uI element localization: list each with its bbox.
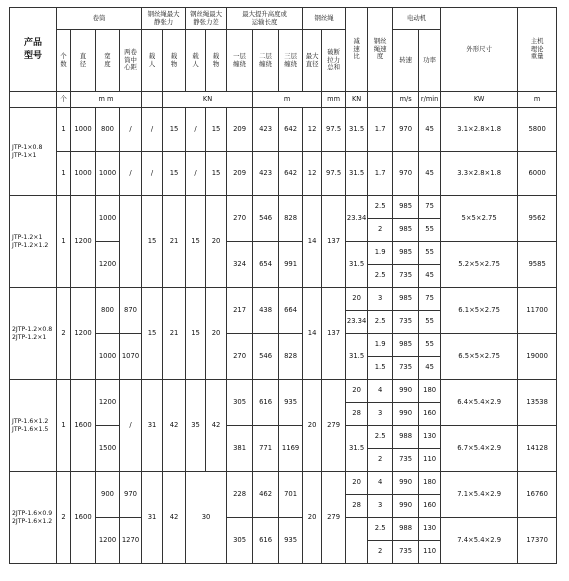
cell-center: 870 <box>120 288 142 334</box>
cell-rpm: 990 <box>393 403 419 426</box>
cell-dimensions: 5×5×2.75 <box>441 196 518 242</box>
cell-layer3: 991 <box>279 242 303 288</box>
cell-center <box>120 196 142 288</box>
cell-weight: 11700 <box>518 288 557 334</box>
cell-diff-cargo: 42 <box>206 380 227 472</box>
cell-diff-person: 15 <box>186 196 206 288</box>
cell-power: 55 <box>419 219 441 242</box>
header-diff-person: 载 人 <box>186 30 206 92</box>
model-cell: 2JTP-1.2×0.8 2JTP-1.2×1 <box>10 288 57 380</box>
cell-weight: 16760 <box>518 472 557 518</box>
cell-rpm: 988 <box>393 426 419 449</box>
table-row <box>10 380 557 403</box>
table-row <box>10 108 557 152</box>
header-dimensions: 外形尺寸 <box>441 8 518 92</box>
cell-layer2: 438 <box>253 288 279 334</box>
cell-weight: 9585 <box>518 242 557 288</box>
cell-power: 160 <box>419 403 441 426</box>
header-max-static-tension-diff: 钢丝绳最大 静张力差 <box>186 8 227 30</box>
cell-layer3: 701 <box>279 472 303 518</box>
cell-tension-cargo: 21 <box>163 288 186 380</box>
cell-layer2: 546 <box>253 196 279 242</box>
cell-power: 110 <box>419 541 441 564</box>
cell-speed: 1.9 <box>368 334 393 357</box>
header-layer1: 一层 缠绕 <box>227 30 253 92</box>
cell-weight: 14128 <box>518 426 557 472</box>
cell-power: 55 <box>419 334 441 357</box>
cell-center: 1270 <box>120 518 142 564</box>
cell-layer1: 305 <box>227 518 253 564</box>
cell-rope-force: 137 <box>322 196 346 288</box>
cell-layer3: 664 <box>279 288 303 334</box>
winch-spec-table <box>9 7 557 564</box>
cell-rpm: 735 <box>393 449 419 472</box>
cell-diff-person: / <box>186 108 206 152</box>
cell-dimensions: 3.1×2.8×1.8 <box>441 108 518 152</box>
cell-layer3: 642 <box>279 152 303 196</box>
cell-speed: 1.9 <box>368 242 393 265</box>
cell-speed: 2 <box>368 449 393 472</box>
cell-tension-cargo: 15 <box>163 152 186 196</box>
header-center-distance: 两卷 筒中 心距 <box>120 30 142 92</box>
cell-diff-cargo: 15 <box>206 152 227 196</box>
cell-speed: 4 <box>368 472 393 495</box>
cell-rope-diameter: 20 <box>303 472 322 564</box>
cell-ratio: 31.5 <box>346 152 368 196</box>
cell-dimensions: 3.3×2.8×1.8 <box>441 152 518 196</box>
cell-power: 130 <box>419 518 441 541</box>
cell-ratio: 28 <box>346 495 368 518</box>
cell-width: 800 <box>96 288 120 334</box>
header-motor-rpm: 转速 <box>393 30 419 92</box>
cell-center: 1070 <box>120 334 142 380</box>
header-diff-cargo: 载 物 <box>206 30 227 92</box>
model-cell: JTP-1.6×1.2 JTP-1.6×1.5 <box>10 380 57 472</box>
cell-layer2: 462 <box>253 472 279 518</box>
cell-ratio: 31.5 <box>346 334 368 380</box>
cell-layer1: 270 <box>227 334 253 380</box>
header-rope-max-diameter: 最大 直径 <box>303 30 322 92</box>
cell-power: 160 <box>419 495 441 518</box>
header-rope: 钢丝绳 <box>303 8 346 30</box>
cell-speed: 3 <box>368 403 393 426</box>
cell-weight: 19000 <box>518 334 557 380</box>
cell-weight: 9562 <box>518 196 557 242</box>
cell-layer1: 324 <box>227 242 253 288</box>
unit-rope-kn: KN <box>346 92 368 108</box>
cell-layer2: 616 <box>253 518 279 564</box>
cell-width: 1200 <box>96 242 120 288</box>
unit-rpm: r/min <box>419 92 441 108</box>
cell-rpm: 985 <box>393 196 419 219</box>
cell-dimensions: 7.1×5.4×2.9 <box>441 472 518 518</box>
cell-ratio: 20 <box>346 472 368 495</box>
cell-power: 45 <box>419 265 441 288</box>
cell-ratio: 20 <box>346 380 368 403</box>
cell-layer3: 935 <box>279 518 303 564</box>
cell-dimensions: 6.1×5×2.75 <box>441 288 518 334</box>
header-max-static-tension: 钢丝绳最大 静张力 <box>142 8 186 30</box>
cell-center: / <box>120 108 142 152</box>
cell-diameter: 1200 <box>71 288 96 380</box>
cell-layer3: 642 <box>279 108 303 152</box>
cell-rope-force: 97.5 <box>322 152 346 196</box>
header-motor-power: 功率 <box>419 30 441 92</box>
cell-ratio: 31.5 <box>346 108 368 152</box>
cell-rpm: 970 <box>393 108 419 152</box>
cell-tension-person: 31 <box>142 472 163 564</box>
cell-layer1: 209 <box>227 152 253 196</box>
cell-speed: 2.5 <box>368 311 393 334</box>
cell-power: 75 <box>419 288 441 311</box>
cell-width: 1000 <box>96 152 120 196</box>
cell-speed: 1.7 <box>368 108 393 152</box>
cell-speed: 2 <box>368 541 393 564</box>
cell-count: 1 <box>57 152 71 196</box>
cell-power: 45 <box>419 357 441 380</box>
cell-speed: 1.7 <box>368 152 393 196</box>
header-product-model: 产品 型号 <box>10 8 57 92</box>
table-row <box>10 472 557 495</box>
cell-layer2: 423 <box>253 152 279 196</box>
unit-dimensions: m <box>518 92 557 108</box>
cell-ratio: 28 <box>346 403 368 426</box>
cell-diameter: 1600 <box>71 472 96 564</box>
cell-rope-force: 97.5 <box>322 108 346 152</box>
cell-tension-person: 15 <box>142 288 163 380</box>
cell-layer3: 828 <box>279 334 303 380</box>
cell-layer2: 616 <box>253 380 279 426</box>
cell-ratio: 23.34 <box>346 196 368 242</box>
cell-power: 180 <box>419 380 441 403</box>
cell-width: 1200 <box>96 518 120 564</box>
header-tension-cargo: 载 物 <box>163 30 186 92</box>
header-count: 个 数 <box>57 30 71 92</box>
header-layer3: 三层 缠绕 <box>279 30 303 92</box>
cell-power: 180 <box>419 472 441 495</box>
cell-count: 2 <box>57 288 71 380</box>
cell-weight: 6000 <box>518 152 557 196</box>
cell-weight: 5800 <box>518 108 557 152</box>
cell-rpm: 735 <box>393 541 419 564</box>
cell-rpm: 970 <box>393 152 419 196</box>
cell-layer1: 217 <box>227 288 253 334</box>
unit-rope-mm: mm <box>322 92 346 108</box>
cell-tension-person: / <box>142 108 163 152</box>
cell-count: 2 <box>57 472 71 564</box>
cell-rpm: 735 <box>393 265 419 288</box>
cell-rpm: 990 <box>393 472 419 495</box>
cell-rpm: 735 <box>393 357 419 380</box>
cell-rpm: 735 <box>393 311 419 334</box>
cell-speed: 2.5 <box>368 265 393 288</box>
cell-width: 800 <box>96 108 120 152</box>
cell-ratio: 31.5 <box>346 242 368 288</box>
cell-width: 1500 <box>96 426 120 472</box>
cell-power: 75 <box>419 196 441 219</box>
cell-tension-cargo: 42 <box>163 472 186 564</box>
cell-layer2: 423 <box>253 108 279 152</box>
cell-ratio: 31.5 <box>346 426 368 472</box>
unit-lift: m <box>253 92 322 108</box>
cell-diameter: 1600 <box>71 380 96 472</box>
cell-diff-cargo: 20 <box>206 196 227 288</box>
cell-dimensions: 7.4×5.4×2.9 <box>441 518 518 564</box>
header-reduction-ratio: 减 速 比 <box>346 8 368 92</box>
unit-power: KW <box>441 92 518 108</box>
header-rope-speed: 钢丝 绳速 度 <box>368 8 393 92</box>
cell-rpm: 988 <box>393 518 419 541</box>
cell-tension-person: / <box>142 152 163 196</box>
header-max-lift: 最大提升高度或 运输长度 <box>227 8 303 30</box>
cell-width: 900 <box>96 472 120 518</box>
cell-diameter: 1000 <box>71 108 96 152</box>
cell-rope-force: 279 <box>322 380 346 472</box>
cell-diff-cargo: 20 <box>206 288 227 380</box>
cell-rpm: 985 <box>393 242 419 265</box>
cell-diff-cargo: 15 <box>206 108 227 152</box>
cell-count: 1 <box>57 108 71 152</box>
cell-layer1: 305 <box>227 380 253 426</box>
cell-center: / <box>120 380 142 472</box>
cell-tension-person: 31 <box>142 380 163 472</box>
cell-power: 55 <box>419 311 441 334</box>
cell-speed: 2.5 <box>368 426 393 449</box>
model-cell: JTP-1×0.8 JTP-1×1 <box>10 108 57 196</box>
header-diameter: 直 径 <box>71 30 96 92</box>
cell-center: 970 <box>120 472 142 518</box>
header-drum: 卷筒 <box>57 8 142 30</box>
cell-tension-person: 15 <box>142 196 163 288</box>
cell-speed: 3 <box>368 288 393 311</box>
cell-center: / <box>120 152 142 196</box>
cell-weight: 13538 <box>518 380 557 426</box>
cell-count: 1 <box>57 380 71 472</box>
cell-dimensions: 6.4×5.4×2.9 <box>441 380 518 426</box>
unit-model <box>10 92 57 108</box>
cell-layer1: 228 <box>227 472 253 518</box>
table-row <box>10 196 557 219</box>
cell-rope-diameter: 12 <box>303 152 322 196</box>
unit-center <box>142 92 163 108</box>
cell-rope-force: 137 <box>322 288 346 380</box>
cell-rope-diameter: 12 <box>303 108 322 152</box>
cell-power: 45 <box>419 152 441 196</box>
cell-speed: 2.5 <box>368 518 393 541</box>
cell-ratio <box>346 518 368 564</box>
cell-dimensions: 6.7×5.4×2.9 <box>441 426 518 472</box>
unit-speed: m/s <box>393 92 419 108</box>
cell-diff-person: 35 <box>186 380 206 472</box>
cell-layer3: 828 <box>279 196 303 242</box>
cell-width: 1000 <box>96 334 120 380</box>
header-layer2: 二层 缠绕 <box>253 30 279 92</box>
cell-layer2: 771 <box>253 426 279 472</box>
model-cell: JTP-1.2×1 JTP-1.2×1.2 <box>10 196 57 288</box>
unit-count: 个 <box>57 92 71 108</box>
cell-layer1: 381 <box>227 426 253 472</box>
cell-layer3: 935 <box>279 380 303 426</box>
cell-speed: 2 <box>368 219 393 242</box>
table-row <box>10 152 557 196</box>
cell-power: 110 <box>419 449 441 472</box>
table-row <box>10 288 557 311</box>
cell-rpm: 985 <box>393 334 419 357</box>
cell-speed: 2.5 <box>368 196 393 219</box>
cell-diff-person: 15 <box>186 288 206 380</box>
model-cell: 2JTP-1.6×0.9 2JTP-1.6×1.2 <box>10 472 57 564</box>
unit-ratio <box>368 92 393 108</box>
cell-layer3: 1169 <box>279 426 303 472</box>
cell-tension-cargo: 15 <box>163 108 186 152</box>
cell-speed: 3 <box>368 495 393 518</box>
cell-power: 45 <box>419 108 441 152</box>
cell-rope-force: 279 <box>322 472 346 564</box>
cell-dimensions: 6.5×5×2.75 <box>441 334 518 380</box>
header-width: 宽 度 <box>96 30 120 92</box>
cell-diameter: 1200 <box>71 196 96 288</box>
cell-tension-cargo: 42 <box>163 380 186 472</box>
cell-layer2: 546 <box>253 334 279 380</box>
cell-power: 130 <box>419 426 441 449</box>
header-tension-person: 载 人 <box>142 30 163 92</box>
cell-count: 1 <box>57 196 71 288</box>
cell-rpm: 990 <box>393 380 419 403</box>
cell-rpm: 985 <box>393 219 419 242</box>
cell-rope-diameter: 14 <box>303 288 322 380</box>
cell-speed: 1.5 <box>368 357 393 380</box>
cell-rpm: 990 <box>393 495 419 518</box>
unit-tension: KN <box>163 92 253 108</box>
unit-drum: m m <box>71 92 142 108</box>
cell-dimensions: 5.2×5×2.75 <box>441 242 518 288</box>
cell-rpm: 985 <box>393 288 419 311</box>
cell-tension-cargo: 21 <box>163 196 186 288</box>
header-motor: 电动机 <box>393 8 441 30</box>
cell-rope-diameter: 20 <box>303 380 322 472</box>
cell-ratio: 23.34 <box>346 311 368 334</box>
cell-diameter: 1000 <box>71 152 96 196</box>
header-weight: 主机 理论 重量 <box>518 8 557 92</box>
cell-layer1: 209 <box>227 108 253 152</box>
cell-rope-diameter: 14 <box>303 196 322 288</box>
header-rope-breaking-force: 破断 拉力 总和 <box>322 30 346 92</box>
cell-diff-person: / <box>186 152 206 196</box>
cell-speed: 4 <box>368 380 393 403</box>
cell-power: 55 <box>419 242 441 265</box>
cell-width: 1200 <box>96 380 120 426</box>
cell-layer1: 270 <box>227 196 253 242</box>
cell-diff: 30 <box>186 472 227 564</box>
cell-layer2: 654 <box>253 242 279 288</box>
cell-weight: 17370 <box>518 518 557 564</box>
cell-width: 1000 <box>96 196 120 242</box>
cell-ratio: 20 <box>346 288 368 311</box>
